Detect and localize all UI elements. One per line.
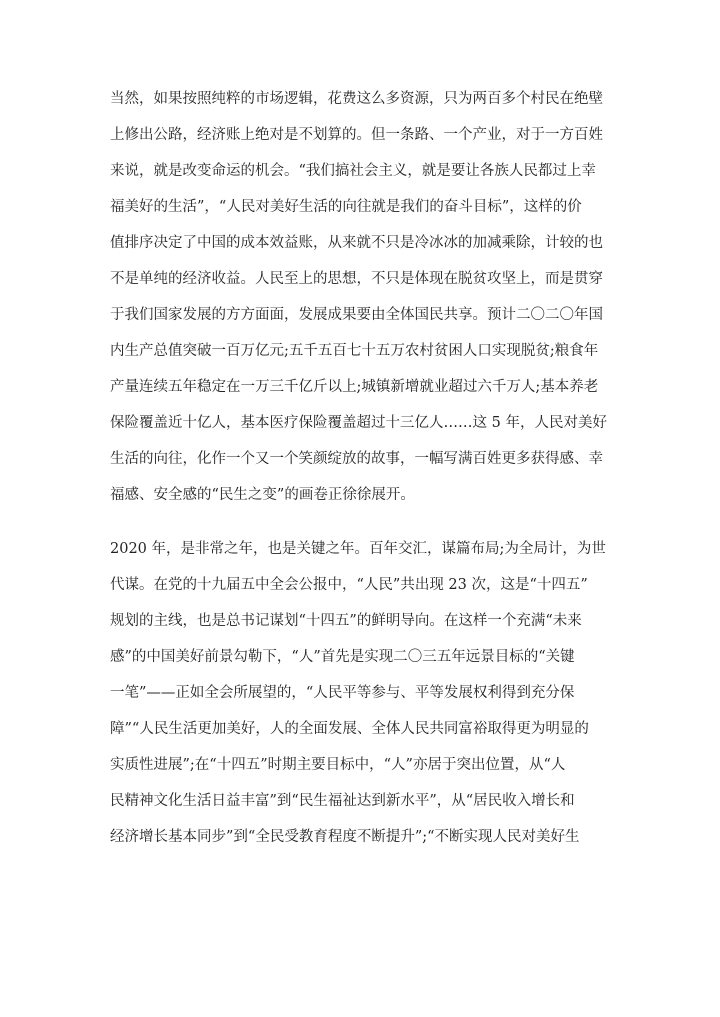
text-line: 福美好的生活”，“人民对美好生活的向往就是我们的奋斗目标”，这样的价	[110, 199, 582, 215]
text-line: 福感、安全感的“民生之变”的画卷正徐徐展开。	[110, 487, 415, 503]
text-line: 感”的中国美好前景勾勒下，“人”首先是实现二〇三五年远景目标的“关键	[110, 649, 575, 665]
text-line: 于我们国家发展的方方面面，发展成果要由全体国民共享。预计二〇二〇年国	[110, 307, 603, 323]
text-line: 代谋。在党的十九届五中全会公报中，“人民”共出现 23 次，这是“十四五”	[110, 577, 588, 593]
text-line: 不是单纯的经济收益。人民至上的思想，不只是体现在脱贫攻坚上，而是贯穿	[110, 271, 603, 287]
text-line: 生活的向往，化作一个又一个笑颜绽放的故事，一幅写满百姓更多获得感、幸	[110, 451, 603, 467]
paragraph-1	[110, 81, 630, 513]
text-line: 障”“人民生活更加美好，人的全面发展、全体人民共同富裕取得更为明显的	[110, 721, 589, 737]
text-line: 经济增长基本同步”到“全民受教育程度不断提升”;“不断实现人民对美好生	[110, 829, 580, 845]
text-line: 上修出公路，经济账上绝对是不划算的。但一条路、一个产业，对于一方百姓	[110, 127, 603, 143]
text-line: 产量连续五年稳定在一万三千亿斤以上;城镇新增就业超过六千万人;基本养老	[110, 379, 599, 395]
text-line: 保险覆盖近十亿人，基本医疗保险覆盖超过十三亿人……这 5 年，人民对美好	[110, 415, 607, 431]
text-line: 值排序决定了中国的成本效益账，从来就不只是冷冰冰的加减乘除，计较的也	[110, 235, 603, 251]
text-line: 来说，就是改变命运的机会。“我们搞社会主义，就是要让各族人民都过上幸	[110, 163, 596, 179]
text-line: 2020 年，是非常之年，也是关键之年。百年交汇，谋篇布局;为全局计，为世	[110, 541, 606, 557]
text-line: 实质性进展”;在“十四五”时期主要目标中，“人”亦居于突出位置，从“人	[110, 757, 566, 773]
text-line: 一笔”——正如全会所展望的，“人民平等参与、平等发展权利得到充分保	[110, 685, 575, 701]
text-line: 规划的主线，也是总书记谋划“十四五”的鲜明导向。在这样一个充满“未来	[110, 613, 582, 629]
text-line: 当然，如果按照纯粹的市场逻辑，花费这么多资源，只为两百多个村民在绝壁	[110, 91, 603, 107]
text-line: 民精神文化生活日益丰富”到“民生福祉达到新水平”，从“居民收入增长和	[110, 793, 575, 809]
paragraph-2	[110, 531, 630, 855]
text-line: 内生产总值突破一百万亿元;五千五百七十五万农村贫困人口实现脱贫;粮食年	[110, 343, 599, 359]
